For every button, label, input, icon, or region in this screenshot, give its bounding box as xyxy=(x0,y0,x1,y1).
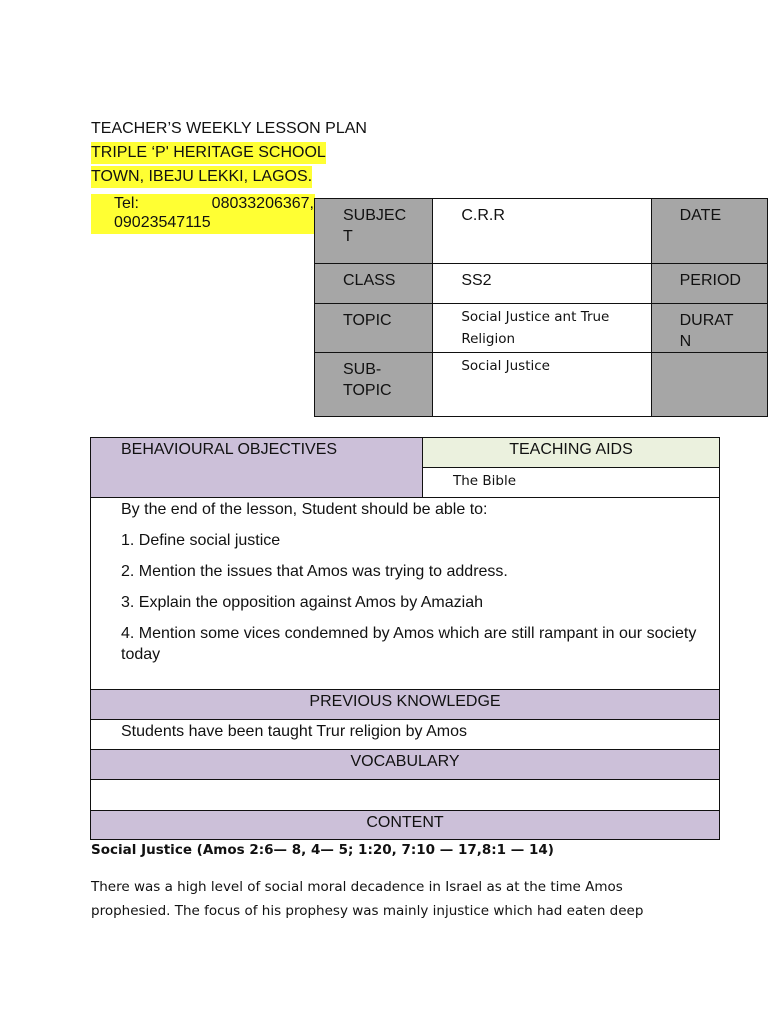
previous-knowledge-heading: PREVIOUS KNOWLEDGE xyxy=(91,690,720,720)
table-row xyxy=(91,498,720,690)
table-row xyxy=(315,304,768,353)
period-label: PERIOD xyxy=(651,264,767,304)
duration-label: DURAT xyxy=(679,312,734,329)
teaching-aids-heading: TEACHING AIDS xyxy=(423,438,720,468)
tel-number-1: 08033206367, xyxy=(211,195,314,212)
objectives-heading: BEHAVIOURAL OBJECTIVES xyxy=(91,438,423,498)
objectives-intro: By the end of the lesson, Student should be able to: xyxy=(121,501,488,518)
table-row xyxy=(315,353,768,417)
duration-label-wrap: N xyxy=(679,333,692,350)
tel-number-2: 09023547115 xyxy=(114,214,211,231)
vocabulary-text xyxy=(91,780,720,811)
subtopic-label-wrap: TOPIC xyxy=(343,382,392,399)
school-location: TOWN, IBEJU LEKKI, LAGOS. xyxy=(91,166,312,188)
topic-value: Social Justice ant True xyxy=(461,309,610,325)
table-row xyxy=(91,750,720,780)
content-table-heading: CONTENT xyxy=(91,811,720,840)
page-title: TEACHER’S WEEKLY LESSON PLAN xyxy=(91,120,367,137)
list-item: 2. Mention the issues that Amos was trying to address. xyxy=(121,563,508,580)
table-row xyxy=(315,264,768,304)
subject-label: SUBJEC xyxy=(343,207,407,224)
telephone-block xyxy=(91,194,315,234)
objectives-list xyxy=(91,498,720,690)
subject-value: C.R.R xyxy=(433,199,651,264)
subject-label-cell xyxy=(315,199,433,264)
class-label: CLASS xyxy=(315,264,433,304)
subtopic-label: SUB- xyxy=(343,361,382,378)
subtopic-label-cell xyxy=(315,353,433,417)
previous-knowledge-text: Students have been taught Trur religion by Amos xyxy=(91,720,720,750)
table-row xyxy=(91,811,720,840)
content-paragraph: There was a high level of social moral decadence in Israel as at the time Amos prophesied. The focus of his prophesy was mainly injustice which had eaten deep xyxy=(91,879,644,919)
class-value: SS2 xyxy=(433,264,651,304)
vocabulary-heading: VOCABULARY xyxy=(91,750,720,780)
duration-label-cell xyxy=(651,304,767,353)
table-row xyxy=(91,438,720,468)
date-label: DATE xyxy=(651,199,767,264)
topic-value-cell xyxy=(433,304,651,353)
lesson-info-table xyxy=(314,198,768,417)
table-row xyxy=(315,199,768,264)
topic-label: TOPIC xyxy=(315,304,433,353)
empty-cell xyxy=(651,353,767,417)
list-item: 4. Mention some vices condemned by Amos which are still rampant in our society today xyxy=(121,625,697,663)
school-name: TRIPLE ‘P' HERITAGE SCHOOL xyxy=(91,142,326,164)
topic-value-wrap: Religion xyxy=(461,331,516,347)
list-item: 1. Define social justice xyxy=(121,532,281,549)
list-item: 3. Explain the opposition against Amos by Amaziah xyxy=(121,594,483,611)
tel-label: Tel: xyxy=(114,195,139,212)
subtopic-value: Social Justice xyxy=(433,353,651,417)
content-heading: Social Justice (Amos 2:6— 8, 4— 5; 1:20, 7:10 — 17,8:1 — 14) xyxy=(91,842,554,858)
teaching-aids-value: The Bible xyxy=(423,468,720,498)
lesson-plan-table xyxy=(90,437,720,840)
subject-label-wrap: T xyxy=(343,228,353,245)
table-row xyxy=(91,780,720,811)
table-row xyxy=(91,720,720,750)
table-row xyxy=(91,690,720,720)
